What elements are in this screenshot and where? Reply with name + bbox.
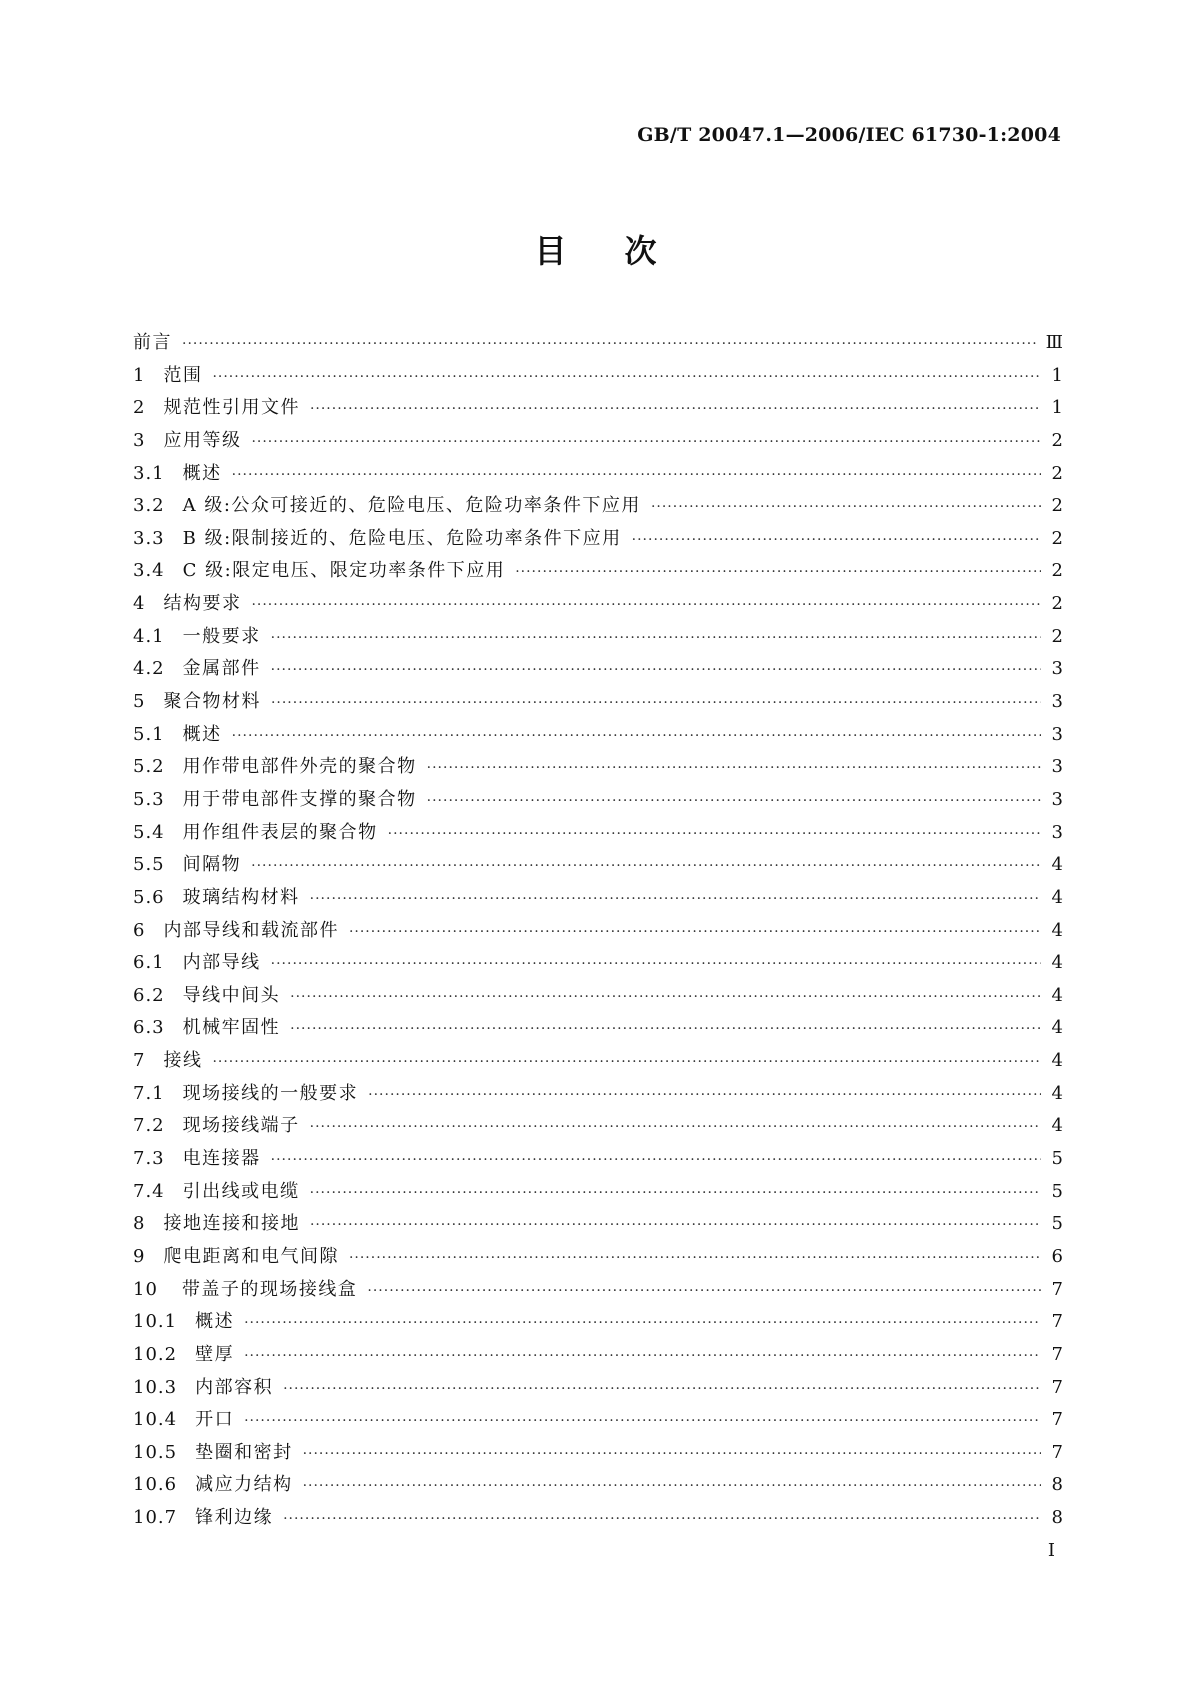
toc-entry-page: 4 <box>1051 919 1063 941</box>
title-char-1: 目 <box>534 232 567 270</box>
toc-dot-leader <box>368 1079 1041 1111</box>
toc-dot-leader <box>515 556 1041 588</box>
toc-entry-page: 2 <box>1051 462 1063 484</box>
toc-entry-page: 1 <box>1051 364 1063 386</box>
toc-entry-page: 4 <box>1051 1050 1063 1072</box>
toc-entry-number: 3 <box>133 429 146 451</box>
toc-dot-leader <box>182 328 1038 360</box>
toc-dot-leader <box>212 361 1041 393</box>
toc-entry-title: 垫圈和密封 <box>195 1441 293 1463</box>
toc-dot-leader <box>244 1307 1041 1339</box>
toc-entry[interactable] <box>133 784 1063 817</box>
toc-entry-number: 6.2 <box>133 984 165 1006</box>
toc-dot-leader <box>232 459 1041 491</box>
toc-entry-page: 7 <box>1051 1278 1063 1300</box>
toc-dot-leader <box>310 1177 1041 1209</box>
toc-dot-leader <box>310 883 1041 915</box>
toc-dot-leader <box>212 1046 1041 1078</box>
toc-entry[interactable] <box>133 719 1063 752</box>
toc-entry[interactable] <box>133 458 1063 491</box>
toc-entry-page: 2 <box>1051 429 1063 451</box>
toc-entry[interactable] <box>133 1437 1063 1470</box>
toc-dot-leader <box>632 524 1041 556</box>
toc-dot-leader <box>310 393 1041 425</box>
toc-dot-leader <box>283 1373 1041 1405</box>
toc-dot-leader <box>367 1275 1041 1307</box>
toc-dot-leader <box>349 1242 1041 1274</box>
toc-entry-page: 2 <box>1051 560 1063 582</box>
toc-dot-leader <box>251 589 1041 621</box>
toc-entry[interactable] <box>133 1241 1063 1274</box>
toc-entry[interactable] <box>133 882 1063 915</box>
toc-entry-number: 4.1 <box>133 625 165 647</box>
toc-entry-title: 现场接线端子 <box>182 1115 300 1137</box>
toc-entry-number: 5.5 <box>133 854 165 876</box>
toc-entry[interactable] <box>133 588 1063 621</box>
toc-entry-number: 6 <box>133 919 146 941</box>
toc-entry-number: 6.3 <box>133 1017 165 1039</box>
toc-entry[interactable] <box>133 1045 1063 1078</box>
toc-entry-title: 接地连接和接地 <box>163 1213 300 1235</box>
toc-entry-title: 开口 <box>195 1409 235 1431</box>
toc-entry-page: 4 <box>1051 1082 1063 1104</box>
toc-entry[interactable] <box>133 1274 1063 1307</box>
toc-entry[interactable] <box>133 1143 1063 1176</box>
toc-dot-leader <box>283 1503 1041 1535</box>
toc-entry-number: 7.4 <box>133 1180 165 1202</box>
toc-entry-title: 概述 <box>182 723 222 745</box>
toc-entry-number: 7.1 <box>133 1082 165 1104</box>
toc-entry[interactable] <box>133 947 1063 980</box>
toc-dot-leader <box>651 491 1041 523</box>
toc-entry[interactable] <box>133 1078 1063 1111</box>
toc-entry-page: 3 <box>1051 756 1063 778</box>
toc-entry-title: 概述 <box>182 462 222 484</box>
toc-entry[interactable] <box>133 360 1063 393</box>
toc-entry-title: 用于带电部件支撑的聚合物 <box>182 788 417 810</box>
toc-dot-leader <box>271 622 1041 654</box>
toc-entry-title: 用作组件表层的聚合物 <box>182 821 378 843</box>
toc-entry-title: 范围 <box>163 364 203 386</box>
toc-dot-leader <box>244 1405 1041 1437</box>
toc-entry-number: 10.1 <box>133 1311 178 1333</box>
toc-entry[interactable] <box>133 327 1063 360</box>
toc-dot-leader <box>251 850 1041 882</box>
toc-entry-page: 4 <box>1051 952 1063 974</box>
title-char-2: 次 <box>624 232 657 270</box>
toc-entry[interactable] <box>133 686 1063 719</box>
toc-entry[interactable] <box>133 1469 1063 1502</box>
toc-entry-page: 2 <box>1051 495 1063 517</box>
toc-entry-number: 5.6 <box>133 886 165 908</box>
toc-entry-title: 电连接器 <box>182 1148 261 1170</box>
toc-entry-page: 8 <box>1051 1507 1063 1529</box>
toc-entry-page: 4 <box>1051 1017 1063 1039</box>
toc-entry-page: 8 <box>1051 1474 1063 1496</box>
toc-entry-title: 带盖子的现场接线盒 <box>181 1278 358 1300</box>
toc-entry[interactable] <box>133 1502 1063 1535</box>
toc-dot-leader <box>290 1013 1041 1045</box>
toc-entry-page: 3 <box>1051 821 1063 843</box>
toc-entry[interactable] <box>133 555 1063 588</box>
toc-entry-number: 5.1 <box>133 723 165 745</box>
toc-entry-number: 4 <box>133 593 146 615</box>
standard-number-header: GB/T 20047.1—2006/IEC 61730-1:2004 <box>637 124 1061 146</box>
toc-dot-leader <box>303 1470 1041 1502</box>
toc-dot-leader <box>349 916 1041 948</box>
toc-entry-number: 10.4 <box>133 1409 178 1431</box>
toc-entry-title: 内部导线 <box>182 952 261 974</box>
toc-entry-title: 概述 <box>195 1311 235 1333</box>
toc-entry-page: 3 <box>1051 691 1063 713</box>
toc-entry-number: 10.5 <box>133 1441 178 1463</box>
toc-dot-leader <box>271 948 1041 980</box>
toc-entry-title: 一般要求 <box>182 625 261 647</box>
toc-entry-number: 7.2 <box>133 1115 165 1137</box>
toc-entry-page: 5 <box>1051 1213 1063 1235</box>
page-title <box>0 226 1191 272</box>
toc-entry-number: 6.1 <box>133 952 165 974</box>
toc-entry-page: 7 <box>1051 1376 1063 1398</box>
toc-entry-title: 壁厚 <box>195 1343 235 1365</box>
toc-entry-title: 前言 <box>133 332 172 353</box>
toc-entry[interactable] <box>133 1176 1063 1209</box>
toc-entry[interactable] <box>133 1339 1063 1372</box>
toc-entry-number: 10.6 <box>133 1474 178 1496</box>
toc-entry-title: B 级:限制接近的、危险电压、危险功率条件下应用 <box>182 527 622 549</box>
toc-entry-title: 聚合物材料 <box>163 691 261 713</box>
toc-entry-number: 3.4 <box>133 560 165 582</box>
toc-entry-page: 4 <box>1051 984 1063 1006</box>
toc-entry-page: 2 <box>1051 593 1063 615</box>
toc-entry[interactable] <box>133 849 1063 882</box>
toc-entry[interactable] <box>133 490 1063 523</box>
toc-entry-page: 2 <box>1051 625 1063 647</box>
toc-entry-title: 应用等级 <box>163 429 242 451</box>
toc-entry-title: 减应力结构 <box>195 1474 293 1496</box>
toc-entry-title: 结构要求 <box>163 593 242 615</box>
toc-entry-title: 玻璃结构材料 <box>182 886 300 908</box>
toc-dot-leader <box>251 426 1041 458</box>
toc-dot-leader <box>310 1209 1041 1241</box>
toc-entry-page: 7 <box>1051 1409 1063 1431</box>
toc-entry-title: 导线中间头 <box>182 984 281 1006</box>
toc-dot-leader <box>271 687 1041 719</box>
toc-entry-title: 锋利边缘 <box>195 1507 274 1529</box>
toc-dot-leader <box>388 818 1041 850</box>
table-of-contents <box>133 327 1063 1535</box>
toc-entry-title: 用作带电部件外壳的聚合物 <box>182 756 417 778</box>
toc-entry-page: 7 <box>1051 1343 1063 1365</box>
toc-entry-page: 7 <box>1051 1441 1063 1463</box>
toc-entry-number: 7 <box>133 1050 146 1072</box>
toc-dot-leader <box>427 785 1041 817</box>
toc-entry-number: 10.7 <box>133 1507 178 1529</box>
toc-entry-title: 间隔物 <box>182 854 242 876</box>
toc-entry[interactable] <box>133 523 1063 556</box>
toc-entry[interactable] <box>133 392 1063 425</box>
toc-dot-leader <box>427 752 1041 784</box>
toc-entry-number: 3.3 <box>133 527 165 549</box>
toc-entry[interactable] <box>133 1372 1063 1405</box>
toc-dot-leader <box>271 1144 1041 1176</box>
toc-dot-leader <box>290 981 1041 1013</box>
toc-entry-number: 2 <box>133 397 146 419</box>
toc-entry-title: 接线 <box>163 1050 203 1072</box>
toc-entry-title: 规范性引用文件 <box>163 397 300 419</box>
toc-entry-page: 7 <box>1051 1311 1063 1333</box>
toc-entry[interactable] <box>133 1306 1063 1339</box>
toc-entry-title: 引出线或电缆 <box>182 1180 300 1202</box>
toc-entry[interactable] <box>133 425 1063 458</box>
toc-entry-title: 内部导线和载流部件 <box>163 919 339 941</box>
toc-entry-number: 9 <box>133 1245 146 1267</box>
toc-entry-page: 6 <box>1051 1245 1063 1267</box>
toc-entry-number: 7.3 <box>133 1148 165 1170</box>
toc-entry-number: 4.2 <box>133 658 165 680</box>
toc-dot-leader <box>303 1438 1041 1470</box>
toc-entry-number: 10 <box>133 1278 158 1300</box>
toc-entry-number: 5.2 <box>133 756 165 778</box>
toc-entry[interactable] <box>133 653 1063 686</box>
toc-entry[interactable] <box>133 751 1063 784</box>
toc-entry-page: Ⅲ <box>1045 332 1063 353</box>
page-number: I <box>1047 1540 1055 1561</box>
toc-entry-number: 10.2 <box>133 1343 178 1365</box>
toc-dot-leader <box>232 720 1041 752</box>
toc-entry-page: 4 <box>1051 886 1063 908</box>
toc-entry-title: 内部容积 <box>195 1376 274 1398</box>
toc-entry-page: 4 <box>1051 1115 1063 1137</box>
toc-entry-title: A 级:公众可接近的、危险电压、危险功率条件下应用 <box>182 495 641 517</box>
toc-dot-leader <box>244 1340 1041 1372</box>
toc-dot-leader <box>310 1111 1041 1143</box>
toc-entry-number: 8 <box>133 1213 146 1235</box>
toc-entry[interactable] <box>133 980 1063 1013</box>
toc-entry-title: C 级:限定电压、限定功率条件下应用 <box>182 560 506 582</box>
toc-entry-title: 金属部件 <box>182 658 261 680</box>
toc-entry-title: 爬电距离和电气间隙 <box>163 1245 339 1267</box>
toc-entry-page: 4 <box>1051 854 1063 876</box>
toc-entry-page: 3 <box>1051 788 1063 810</box>
toc-entry[interactable] <box>133 1208 1063 1241</box>
toc-entry-title: 机械牢固性 <box>182 1017 281 1039</box>
toc-entry-number: 3.2 <box>133 495 165 517</box>
toc-entry-title: 现场接线的一般要求 <box>182 1082 359 1104</box>
toc-entry-number: 5 <box>133 691 146 713</box>
toc-entry-number: 5.4 <box>133 821 165 843</box>
toc-entry-number: 10.3 <box>133 1376 178 1398</box>
toc-entry[interactable] <box>133 621 1063 654</box>
toc-entry-page: 5 <box>1051 1180 1063 1202</box>
toc-entry[interactable] <box>133 817 1063 850</box>
toc-entry-page: 3 <box>1051 658 1063 680</box>
toc-entry[interactable] <box>133 1012 1063 1045</box>
toc-entry[interactable] <box>133 915 1063 948</box>
toc-entry-page: 5 <box>1051 1148 1063 1170</box>
toc-entry-page: 3 <box>1051 723 1063 745</box>
toc-entry-number: 1 <box>133 364 146 386</box>
toc-entry[interactable] <box>133 1404 1063 1437</box>
toc-entry-page: 2 <box>1051 527 1063 549</box>
toc-dot-leader <box>271 654 1041 686</box>
toc-entry[interactable] <box>133 1110 1063 1143</box>
toc-entry-number: 5.3 <box>133 788 165 810</box>
toc-entry-number: 3.1 <box>133 462 165 484</box>
toc-entry-page: 1 <box>1051 397 1063 419</box>
